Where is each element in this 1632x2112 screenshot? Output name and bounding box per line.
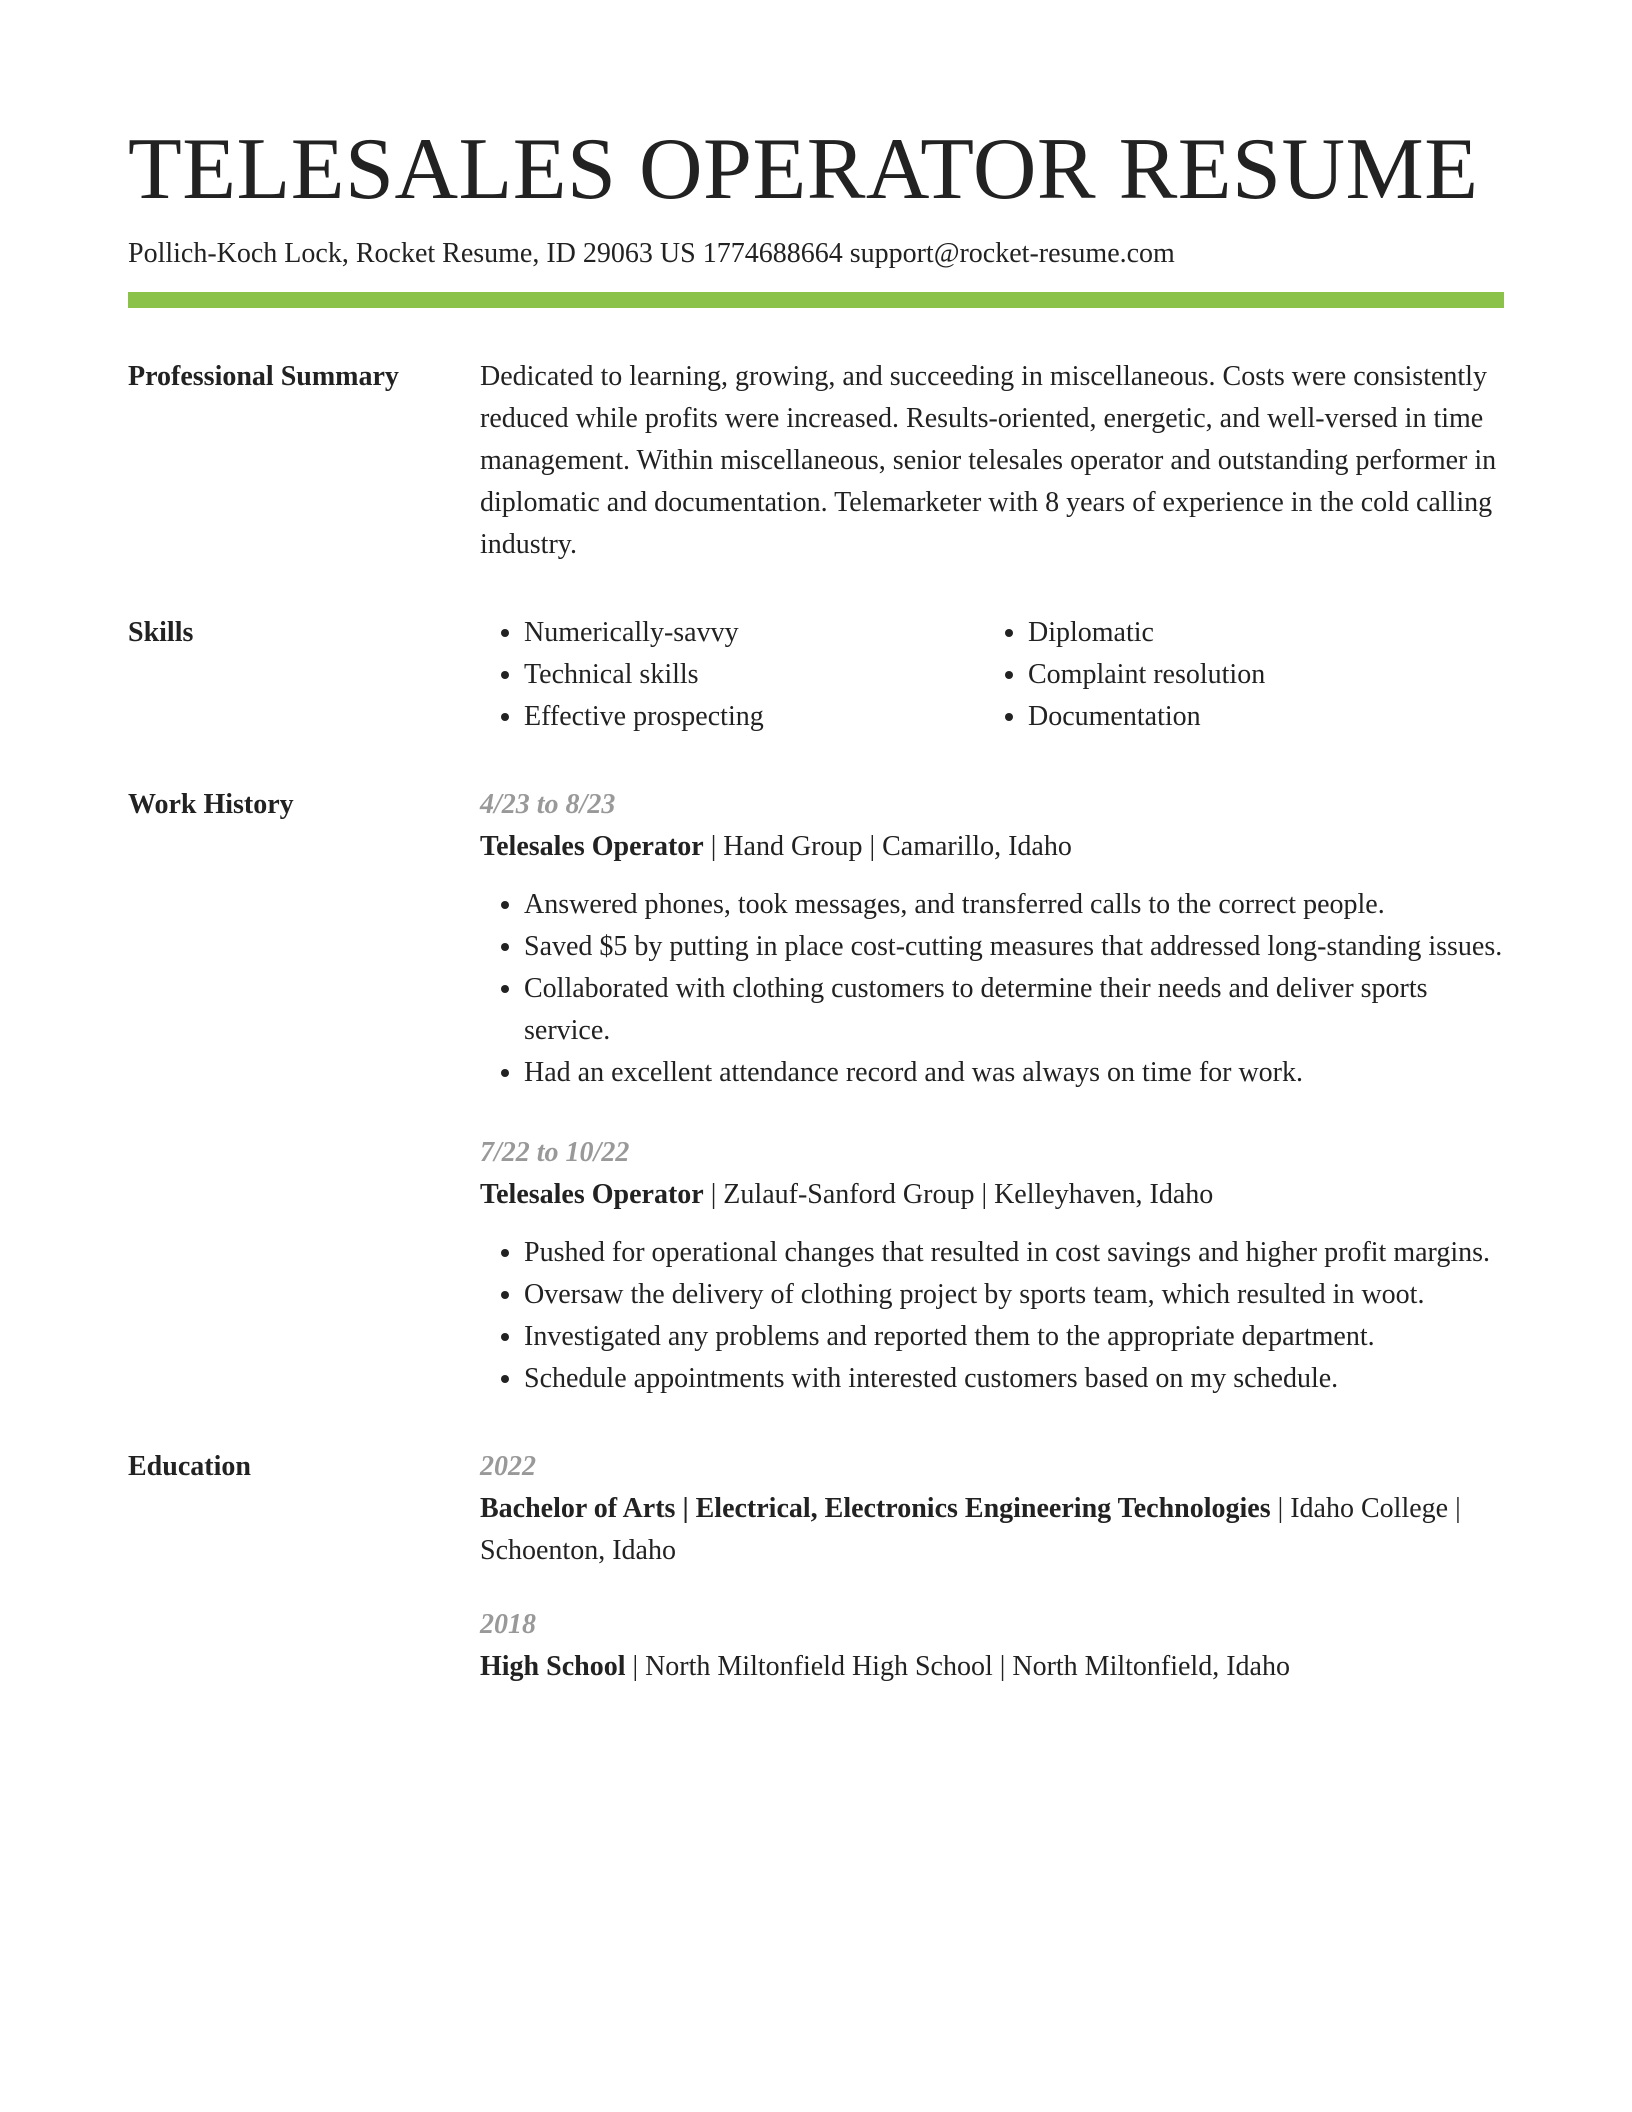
education-line: [480, 1488, 1504, 1572]
work-history-label: Work History: [128, 789, 294, 820]
summary-section: [128, 356, 1504, 566]
skill-item: • Diplomatic: [1028, 612, 1488, 654]
skill-item: • Numerically-savvy: [524, 612, 984, 654]
job-dates: 4/23 to 8/23: [480, 789, 616, 820]
education-degree: Bachelor of Arts | Electrical, Electronics Engineering Technologies: [480, 1493, 1271, 1524]
education-year: 2022: [480, 1451, 536, 1482]
education-entry: [480, 1604, 1504, 1688]
job-details: | Hand Group | Camarillo, Idaho: [703, 831, 1072, 862]
skills-list-left: [480, 612, 984, 738]
job-bullet: • Oversaw the delivery of clothing project by sports team, which resulted in woot.: [524, 1274, 1504, 1316]
skill-item: • Documentation: [1028, 696, 1488, 738]
job-bullet: • Pushed for operational changes that resulted in cost savings and higher profit margins.: [524, 1232, 1504, 1274]
header-divider: [128, 292, 1504, 308]
education-details: | Idaho College | Schoenton, Idaho: [480, 1493, 1461, 1566]
job-details: | Zulauf-Sanford Group | Kelleyhaven, Idaho: [703, 1179, 1214, 1210]
job-bullet: • Investigated any problems and reported them to the appropriate department.: [524, 1316, 1504, 1358]
summary-label: Professional Summary: [128, 361, 399, 392]
job-bullet: • Schedule appointments with interested customers based on my schedule.: [524, 1358, 1504, 1400]
job-bullets: [480, 884, 1504, 1094]
job-bullet: • Saved $5 by putting in place cost-cutting measures that addressed long-standing issues.: [524, 926, 1504, 968]
job-bullets: [480, 1232, 1504, 1400]
job-entry: [480, 784, 1504, 1094]
resume-title: TELESALES OPERATOR RESUME: [128, 121, 1479, 218]
education-label: Education: [128, 1451, 251, 1482]
job-title-line: [480, 826, 1504, 868]
job-bullet: • Answered phones, took messages, and transferred calls to the correct people.: [524, 884, 1504, 926]
skills-label: Skills: [128, 617, 194, 648]
summary-text: Dedicated to learning, growing, and succeeding in miscellaneous. Costs were consistently reduced while profits were increased. Results-oriented, energetic, and well-versed in time management. Within miscellaneous, senior telesales operator and outstanding performer in diplomatic and documentation. Telemarketer with 8 years of experience in the cold calling industry.: [480, 361, 1497, 560]
job-bullet: • Collaborated with clothing customers to determine their needs and deliver sports service.: [524, 968, 1504, 1052]
education-degree: High School: [480, 1651, 626, 1682]
education-line: [480, 1646, 1504, 1688]
work-history-section: [128, 784, 1504, 1400]
resume-page: [128, 116, 1504, 1688]
skills-section: [128, 612, 1504, 738]
education-section: [128, 1446, 1504, 1688]
skill-item: • Technical skills: [524, 654, 984, 696]
education-details: | North Miltonfield High School | North Miltonfield, Idaho: [625, 1651, 1290, 1682]
job-entry: [480, 1132, 1504, 1400]
job-dates: 7/22 to 10/22: [480, 1137, 630, 1168]
skill-item: • Effective prospecting: [524, 696, 984, 738]
job-title: Telesales Operator: [480, 1179, 704, 1210]
skill-item: • Complaint resolution: [1028, 654, 1488, 696]
job-title-line: [480, 1174, 1504, 1216]
education-year: 2018: [480, 1609, 536, 1640]
education-entry: [480, 1446, 1504, 1572]
skills-list-right: [984, 612, 1488, 738]
job-bullet: • Had an excellent attendance record and was always on time for work.: [524, 1052, 1504, 1094]
contact-line: Pollich-Koch Lock, Rocket Resume, ID 29063 US 1774688664 support@rocket-resume.com: [128, 238, 1175, 269]
job-title: Telesales Operator: [480, 831, 704, 862]
